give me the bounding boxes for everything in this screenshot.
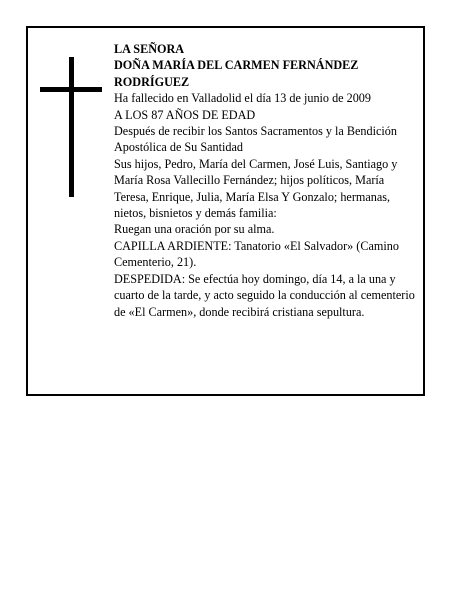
obituary-notice (26, 26, 425, 396)
cross-icon-horizontal-bar (40, 87, 102, 92)
obituary-title: LA SEÑORA (114, 42, 185, 56)
sacraments-line: Después de recibir los Santos Sacramentos y la Bendición Apostólica de Su Santidad (114, 124, 397, 155)
prayer-request: Ruegan una oración por su alma. (114, 222, 275, 237)
cross-icon-vertical-bar (69, 57, 74, 197)
family-list: Sus hijos, Pedro, María del Carmen, José Luis, Santiago y María Rosa Vallecillo Fernández; hijos políticos, María Teresa, Enrique, Julia, María Elsa Y Gonzalo; hermanas, nietos, bisnietos y demás familia: (114, 156, 398, 221)
age-line: A LOS 87 AÑOS DE EDAD (114, 107, 256, 122)
chapel-info: CAPILLA ARDIENTE: Tanatorio «El Salvador» (Camino Cementerio, 21). (114, 238, 399, 270)
death-notice: Ha fallecido en Valladolid el día 13 de junio de 2009 (114, 91, 371, 106)
obituary-text (114, 41, 420, 320)
deceased-name: DOÑA MARÍA DEL CARMEN FERNÁNDEZ RODRÍGUEZ (114, 58, 359, 89)
farewell-info: DESPEDIDA: Se efectúa hoy domingo, día 14, a la una y cuarto de la tarde, y acto seguido la conducción al cementerio de «El Carmen», donde recibirá cristiana sepultura. (114, 271, 415, 319)
